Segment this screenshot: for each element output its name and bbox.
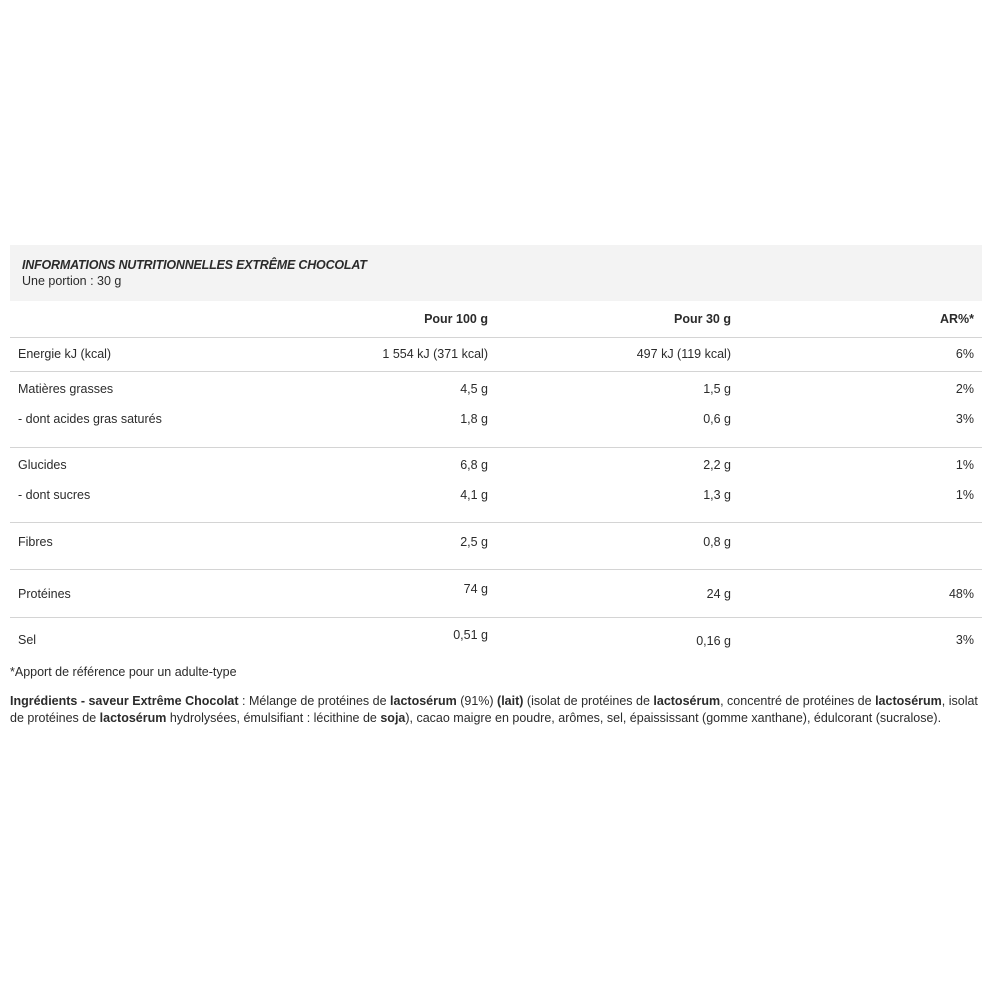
column-header-per-100g: Pour 100 g xyxy=(424,312,488,326)
row-value-energie-30g: 497 kJ (119 kcal) xyxy=(636,347,731,361)
allergen-lactoserum: lactosérum xyxy=(99,710,167,725)
row-value-proteines-ar: 48% xyxy=(948,587,974,601)
reference-intake-footnote: *Apport de référence pour un adulte-type xyxy=(10,665,237,679)
nutrition-title: INFORMATIONS NUTRITIONNELLES EXTRÊME CHOCOLAT xyxy=(22,258,367,272)
row-label-sucres: - dont sucres xyxy=(18,488,91,502)
header-divider xyxy=(10,337,982,338)
row-divider xyxy=(10,569,982,570)
row-value-glucides-ar: 1% xyxy=(955,458,974,472)
row-value-matieres-grasses-ar: 2% xyxy=(955,382,974,396)
row-value-sucres-ar: 1% xyxy=(955,488,974,502)
row-label-sel: Sel xyxy=(18,633,37,647)
allergen-soja: soja xyxy=(380,710,406,725)
row-value-sucres-100g: 4,1 g xyxy=(460,488,488,502)
table-header-box xyxy=(10,245,982,301)
row-label-energie: Energie kJ (kcal) xyxy=(18,347,112,361)
portion-size: Une portion : 30 g xyxy=(22,274,122,288)
allergen-lactoserum: lactosérum xyxy=(875,694,942,708)
row-label-matieres-grasses: Matières grasses xyxy=(18,382,114,396)
row-value-acides-gras-satures-100g: 1,8 g xyxy=(460,412,488,426)
row-value-sel-100g: 0,51 g xyxy=(453,628,488,642)
column-header-ar: AR%* xyxy=(939,312,974,326)
ingredients-text: , concentré de protéines de xyxy=(720,694,876,708)
ingredients-paragraph xyxy=(10,693,985,726)
ingredients-text: , isolat de protéines de xyxy=(10,694,978,725)
allergen-lait: (lait) xyxy=(497,694,524,708)
row-value-fibres-30g: 0,8 g xyxy=(703,535,731,549)
row-value-fibres-100g: 2,5 g xyxy=(460,535,488,549)
allergen-lactoserum: lactosérum xyxy=(653,694,721,708)
row-divider xyxy=(10,617,982,618)
row-value-acides-gras-satures-30g: 0,6 g xyxy=(703,412,731,426)
ingredients-heading: Ingrédients - saveur Extrême Chocolat xyxy=(10,694,239,708)
allergen-lactoserum: lactosérum xyxy=(390,694,457,708)
row-divider xyxy=(10,371,982,372)
ingredients-text: ), cacao maigre en poudre, arômes, sel, épaississant (gomme xanthane), édulcorant (sucralose). xyxy=(405,710,942,725)
row-value-acides-gras-satures-ar: 3% xyxy=(955,412,974,426)
row-value-sel-ar: 3% xyxy=(955,633,974,647)
ingredients-text: hydrolysées, émulsifiant : lécithine de xyxy=(166,710,381,725)
row-value-energie-ar: 6% xyxy=(955,347,974,361)
row-divider xyxy=(10,522,982,523)
row-label-glucides: Glucides xyxy=(18,458,67,472)
row-value-matieres-grasses-30g: 1,5 g xyxy=(703,382,731,396)
ingredients-text: : Mélange de protéines de xyxy=(238,694,391,708)
row-value-energie-100g: 1 554 kJ (371 kcal) xyxy=(382,347,488,361)
ingredients-text: (91%) xyxy=(456,694,498,708)
row-label-proteines: Protéines xyxy=(18,587,71,601)
row-value-matieres-grasses-100g: 4,5 g xyxy=(460,382,488,396)
row-value-glucides-30g: 2,2 g xyxy=(703,458,731,472)
row-value-proteines-100g: 74 g xyxy=(463,582,488,596)
row-label-fibres: Fibres xyxy=(18,535,53,549)
column-header-per-30g: Pour 30 g xyxy=(674,312,731,326)
ingredients-text: (isolat de protéines de xyxy=(523,694,654,708)
row-value-proteines-30g: 24 g xyxy=(706,587,731,601)
row-value-glucides-100g: 6,8 g xyxy=(460,458,488,472)
row-value-sucres-30g: 1,3 g xyxy=(703,488,731,502)
row-divider xyxy=(10,447,982,448)
row-value-sel-30g: 0,16 g xyxy=(696,634,731,648)
row-label-acides-gras-satures: - dont acides gras saturés xyxy=(18,412,162,426)
